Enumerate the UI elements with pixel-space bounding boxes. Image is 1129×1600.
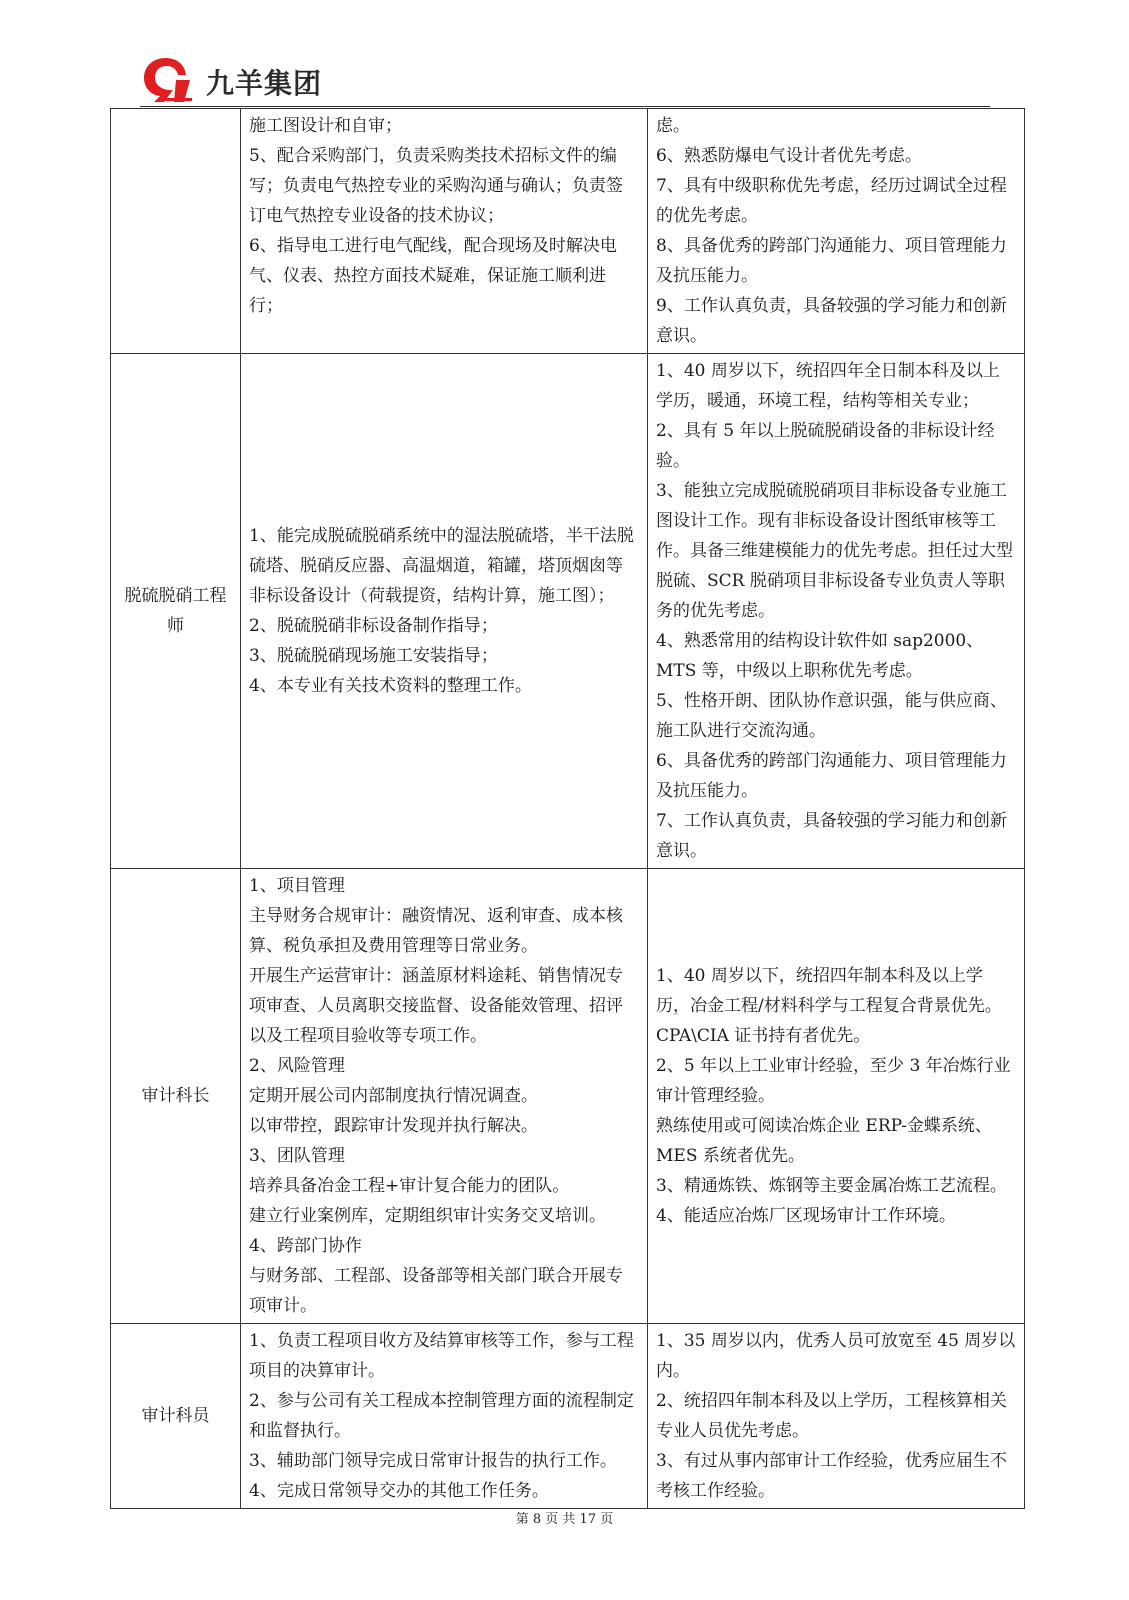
duties-item: 培养具备冶金工程+审计复合能力的团队。 (249, 1176, 570, 1196)
duties-item: 与财务部、工程部、设备部等相关部门联合开展专项审计。 (249, 1266, 623, 1316)
position-name-cell: 脱硫脱硝工程师 (111, 354, 241, 869)
duties-item: 3、团队管理 (249, 1146, 345, 1166)
duties-item: 1、项目管理 (249, 876, 345, 896)
duties-item: 3、辅助部门领导完成日常审计报告的执行工作。 (249, 1451, 617, 1471)
duties-item: 定期开展公司内部制度执行情况调查。 (249, 1086, 538, 1106)
job-table (110, 108, 1025, 1509)
header-divider (140, 106, 990, 107)
requirements-item: 1、40 周岁以下，统招四年制本科及以上学历，冶金工程/材料科学与工程复合背景优先。CPA\CIA 证书持有者优先。 (656, 966, 1002, 1046)
duties-cell (241, 354, 648, 869)
duties-item: 4、完成日常领导交办的其他工作任务。 (249, 1481, 549, 1501)
duties-item: 2、参与公司有关工程成本控制管理方面的流程制定和监督执行。 (249, 1391, 634, 1441)
requirements-cell (648, 354, 1025, 869)
position-name-cell: 审计科员 (111, 1324, 241, 1509)
duties-item: 1、能完成脱硫脱硝系统中的湿法脱硫塔，半干法脱硫塔、脱硝反应器、高温烟道，箱罐，塔顶烟囱等非标设备设计（荷载提资，结构计算，施工图）； (249, 526, 634, 606)
requirements-cell (648, 1324, 1025, 1509)
requirements-item: 3、能独立完成脱硫脱硝项目非标设备专业施工图设计工作。现有非标设备设计图纸审核等工作。具备三维建模能力的优先考虑。担任过大型脱硫、SCR 脱硝项目非标设备专业负责人等职务的优先考虑。 (656, 481, 1013, 621)
requirements-item: 熟练使用或可阅读冶炼企业 ERP-金蝶系统、MES 系统者优先。 (656, 1116, 992, 1166)
page-number: 第 8 页 共 17 页 (515, 1512, 614, 1527)
requirements-item: 虑。 (656, 116, 690, 136)
duties-cell (241, 1324, 648, 1509)
duties-item: 2、脱硫脱硝非标设备制作指导； (249, 616, 498, 636)
requirements-item: 3、精通炼铁、炼钢等主要金属冶炼工艺流程。 (656, 1176, 1007, 1196)
duties-item: 4、跨部门协作 (249, 1236, 362, 1256)
table-row (111, 869, 1025, 1324)
position-name-cell (111, 109, 241, 354)
duties-item: 1、负责工程项目收方及结算审核等工作，参与工程项目的决算审计。 (249, 1331, 634, 1381)
requirements-item: 2、5 年以上工业审计经验，至少 3 年冶炼行业审计管理经验。 (656, 1056, 1011, 1106)
requirements-item: 2、统招四年制本科及以上学历，工程核算相关专业人员优先考虑。 (656, 1391, 1007, 1441)
duties-item: 5、配合采购部门，负责采购类技术招标文件的编写；负责电气热控专业的采购沟通与确认；负责签订电气热控专业设备的技术协议； (249, 146, 623, 226)
requirements-item: 1、35 周岁以内，优秀人员可放宽至 45 周岁以内。 (656, 1331, 1016, 1381)
requirements-item: 6、熟悉防爆电气设计者优先考虑。 (656, 146, 922, 166)
requirements-item: 4、熟悉常用的结构设计软件如 sap2000、MTS 等，中级以上职称优先考虑。 (656, 631, 984, 681)
table-row (111, 1324, 1025, 1509)
duties-item: 6、指导电工进行电气配线，配合现场及时解决电气、仪表、热控方面技术疑难，保证施工顺利进行； (249, 236, 617, 316)
brand-name: 九羊集团 (206, 67, 323, 100)
duties-cell (241, 869, 648, 1324)
page-header (140, 54, 986, 104)
requirements-item: 8、具备优秀的跨部门沟通能力、项目管理能力及抗压能力。 (656, 236, 1007, 286)
requirements-item: 7、工作认真负责，具备较强的学习能力和创新意识。 (656, 811, 1007, 861)
requirements-item: 4、能适应冶炼厂区现场审计工作环境。 (656, 1206, 956, 1226)
duties-item: 4、本专业有关技术资料的整理工作。 (249, 676, 532, 696)
requirements-cell (648, 869, 1025, 1324)
duties-item: 施工图设计和自审； (249, 116, 402, 136)
duties-item: 开展生产运营审计：涵盖原材料途耗、销售情况专项审查、人员离职交接监督、设备能效管理、招评以及工程项目验收等专项工作。 (249, 966, 623, 1046)
requirements-item: 5、性格开朗、团队协作意识强，能与供应商、施工队进行交流沟通。 (656, 691, 1007, 741)
requirements-cell (648, 109, 1025, 354)
requirements-item: 3、有过从事内部审计工作经验，优秀应届生不考核工作经验。 (656, 1451, 1007, 1501)
requirements-item: 2、具有 5 年以上脱硫脱硝设备的非标设计经验。 (656, 421, 995, 471)
table-row (111, 354, 1025, 869)
duties-cell (241, 109, 648, 354)
requirements-item: 6、具备优秀的跨部门沟通能力、项目管理能力及抗压能力。 (656, 751, 1007, 801)
duties-item: 主导财务合规审计：融资情况、返利审查、成本核算、税负承担及费用管理等日常业务。 (249, 906, 623, 956)
duties-item: 建立行业案例库，定期组织审计实务交叉培训。 (249, 1206, 606, 1226)
table-row (111, 109, 1025, 354)
duties-item: 以审带控，跟踪审计发现并执行解决。 (249, 1116, 538, 1136)
requirements-item: 1、40 周岁以下，统招四年全日制本科及以上学历，暖通，环境工程，结构等相关专业； (656, 361, 1000, 411)
brand-logo-icon (140, 54, 202, 104)
duties-item: 2、风险管理 (249, 1056, 345, 1076)
position-name-cell: 审计科长 (111, 869, 241, 1324)
duties-item: 3、脱硫脱硝现场施工安装指导； (249, 646, 498, 666)
requirements-item: 9、工作认真负责，具备较强的学习能力和创新意识。 (656, 296, 1007, 346)
requirements-item: 7、具有中级职称优先考虑，经历过调试全过程的优先考虑。 (656, 176, 1007, 226)
